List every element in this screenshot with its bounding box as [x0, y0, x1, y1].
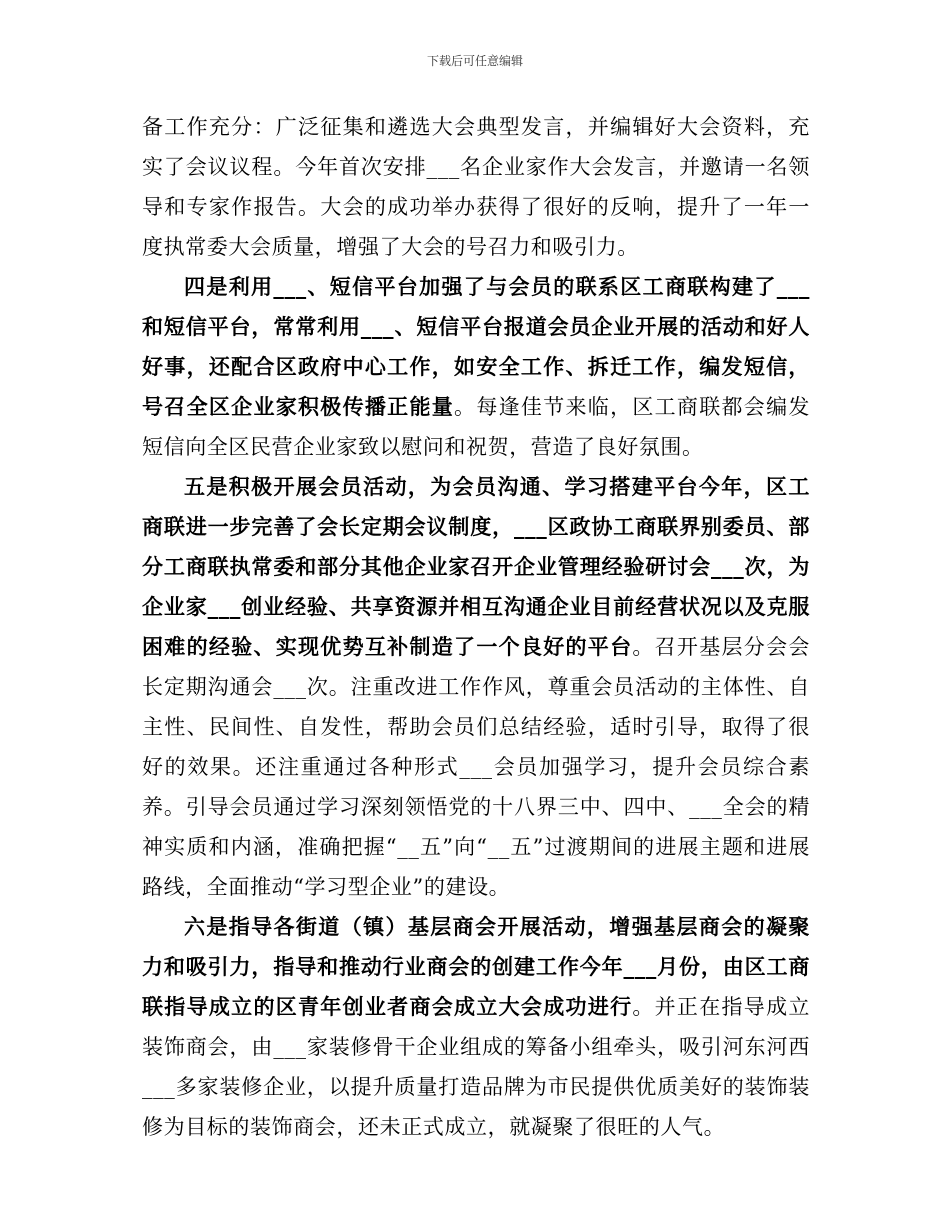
paragraph-3-text: 。召开基层分会会长定期沟通会___次。注重改进工作作风，尊重会员活动的主体性、自主性、民间性、自发性，帮助会员们总结经验，适时引导，取得了很好的效果。还注重通过各种形式___会员加强学习，提升会员综合素养。引导会员通过学习深刻领悟党的十八界三中、四中、___全会的精神实质和内涵，准确把握“__五”向“__五”过渡期间的进展主题和进展路线，全面推动“学习型企业”的建设。 [142, 635, 810, 899]
paragraph-4-bold-text: 六是指导各街道（镇）基层商会开展活动，增强基层商会的凝聚力和吸引力，指导和推动行业商会的创建工作今年___月份，由区工商联指导成立的区青年创业者商会成立大会成功进行 [142, 914, 810, 1019]
paragraph-2-bold-text: 四是利用___、短信平台加强了与会员的联系区工商联构建了___和短信平台，常常利用___、短信平台报道会员企业开展的活动和好人好事，还配合区政府中心工作，如安全工作、拆迁工作，编发短信，号召全区企业家积极传播正能量 [142, 274, 810, 419]
paragraph-2 [142, 267, 810, 467]
document-body [142, 107, 810, 1147]
paragraph-1-text: 备工作充分：广泛征集和遴选大会典型发言，并编辑好大会资料，充实了会议议程。今年首次安排___名企业家作大会发言，并邀请一名领导和专家作报告。大会的成功举办获得了很好的反响，提升了一年一度执常委大会质量，增强了大会的号召力和吸引力。 [142, 115, 810, 259]
paragraph-1 [142, 107, 810, 267]
paragraph-2-text: 。每逢佳节来临，区工商联都会编发短信向全区民营企业家致以慰问和祝贺，营造了良好氛围。 [142, 395, 810, 459]
page-header: 下载后可任意编辑 [426, 54, 523, 68]
paragraph-4 [142, 907, 810, 1147]
paragraph-3-bold-text: 五是积极开展会员活动，为会员沟通、学习搭建平台今年，区工商联进一步完善了会长定期会议制度，___区政协工商联界别委员、部分工商联执常委和部分其他企业家召开企业管理经验研讨会___次，为企业家___创业经验、共享资源并相互沟通企业目前经营状况以及克服困难的经验、实现优势互补制造了一个良好的平台 [142, 474, 810, 659]
paragraph-4-text: 。并正在指导成立装饰商会，由___家装修骨干企业组成的筹备小组牵头，吸引河东河西___多家装修企业，以提升质量打造品牌为市民提供优质美好的装饰装修为目标的装饰商会，还未正式成立，就凝聚了很旺的人气。 [142, 995, 810, 1139]
paragraph-3 [142, 467, 810, 907]
